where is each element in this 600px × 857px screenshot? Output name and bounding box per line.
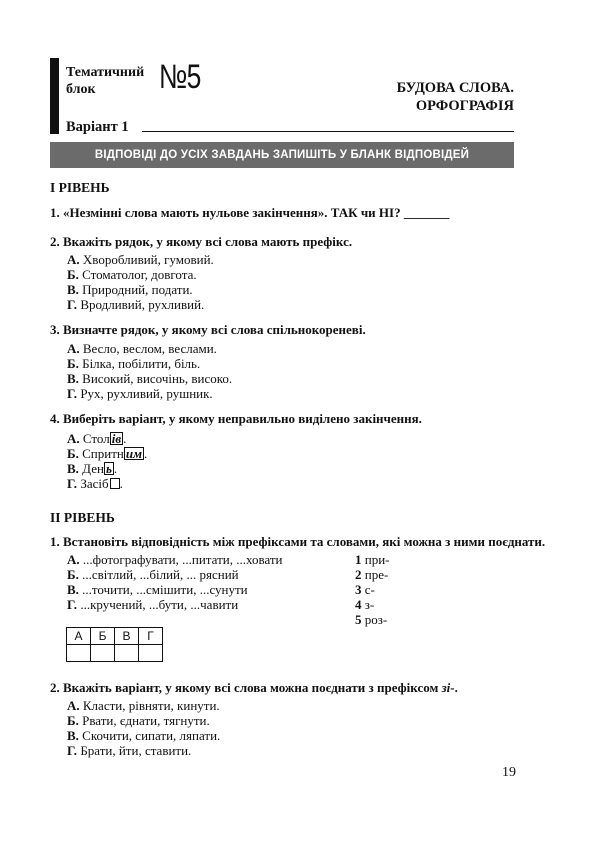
option-b: Б. Спритн им . bbox=[67, 446, 148, 461]
level-2-title: ІІ РІВЕНЬ bbox=[50, 510, 115, 525]
match-right-5: 5 роз- bbox=[355, 612, 388, 627]
match-left-a: А. ...фотографувати, ...питати, ...ховати bbox=[67, 552, 283, 567]
instruction-banner: ВІДПОВІДІ ДО УСІХ ЗАВДАНЬ ЗАПИШІТЬ У БЛАНК ВІДПОВІДЕЙ bbox=[50, 142, 514, 168]
match-left-b: Б. ...світлий, ...білий, ... рясний bbox=[67, 567, 239, 582]
question-2-1: 1. Встановіть відповідність між префіксами та словами, які можна з ними поєднати. bbox=[50, 534, 546, 549]
match-right-2: 2 пре- bbox=[355, 567, 389, 582]
question-1-1: 1. «Незмінні слова мають нульове закінчення». ТАК чи НІ? _______ bbox=[50, 205, 450, 220]
option-a: А. Весло, веслом, веслами. bbox=[67, 341, 217, 356]
question-1-2: 2. Вкажіть рядок, у якому всі слова мають префікс. bbox=[50, 234, 353, 249]
theme-label: Тематичний блок bbox=[66, 65, 145, 97]
option-d: Г. Засіб . bbox=[67, 476, 123, 491]
page-number: 19 bbox=[502, 765, 516, 780]
question-1-4: 4. Виберіть варіант, у якому неправильно виділено закінчення. bbox=[50, 411, 422, 426]
grid-cell[interactable] bbox=[67, 645, 91, 662]
option-d: Г. Вродливий, рухливий. bbox=[67, 297, 205, 312]
zero-ending-box bbox=[110, 478, 120, 489]
option-b: Б. Стоматолог, довгота. bbox=[67, 267, 197, 282]
answer-grid bbox=[66, 627, 163, 662]
match-left-d: Г. ...кручений, ...бути, ...чавити bbox=[67, 597, 239, 612]
option-d: Г. Брати, йти, ставити. bbox=[67, 743, 192, 758]
ending-box: им bbox=[125, 446, 142, 461]
option-d: Г. Рух, рухливий, рушник. bbox=[67, 386, 213, 401]
question-2-2: 2. Вкажіть варіант, у якому всі слова можна поєднати з префіксом зі-. bbox=[50, 680, 458, 695]
grid-cell[interactable] bbox=[139, 645, 163, 662]
grid-header: А bbox=[67, 628, 91, 645]
variant-underline bbox=[142, 131, 514, 132]
option-c: В. Високий, височінь, високо. bbox=[67, 371, 233, 386]
option-b: Б. Рвати, єднати, тягнути. bbox=[67, 713, 210, 728]
match-left-c: В. ...точити, ...смішити, ...сунути bbox=[67, 582, 248, 597]
ending-box: ів bbox=[111, 431, 122, 446]
grid-header: В bbox=[115, 628, 139, 645]
variant-label: Варіант 1 bbox=[66, 119, 129, 135]
option-a: А. Хворобливий, гумовий. bbox=[67, 252, 214, 267]
option-b: Б. Білка, побілити, біль. bbox=[67, 356, 201, 371]
question-1-3: 3. Визначте рядок, у якому всі слова спільнокореневі. bbox=[50, 322, 366, 337]
match-right-1: 1 при- bbox=[355, 552, 390, 567]
grid-cell[interactable] bbox=[91, 645, 115, 662]
grid-cell[interactable] bbox=[115, 645, 139, 662]
match-right-4: 4 з- bbox=[355, 597, 375, 612]
option-c: В. Природний, подати. bbox=[67, 282, 193, 297]
header-bar bbox=[50, 58, 59, 134]
level-1-title: І РІВЕНЬ bbox=[50, 180, 110, 195]
option-c: В. Скочити, сипати, ляпати. bbox=[67, 728, 221, 743]
grid-header: Г bbox=[139, 628, 163, 645]
option-c: В. Ден ь . bbox=[67, 461, 118, 476]
option-a: А. Класти, рівняти, кинути. bbox=[67, 698, 220, 713]
grid-header: Б bbox=[91, 628, 115, 645]
match-right-3: 3 с- bbox=[355, 582, 375, 597]
ending-box: ь bbox=[105, 461, 112, 476]
topic-title: БУДОВА СЛОВА. ОРФОГРАФІЯ bbox=[396, 80, 514, 114]
option-a: А. Стол ів . bbox=[67, 431, 127, 446]
block-number: №5 bbox=[159, 58, 201, 96]
